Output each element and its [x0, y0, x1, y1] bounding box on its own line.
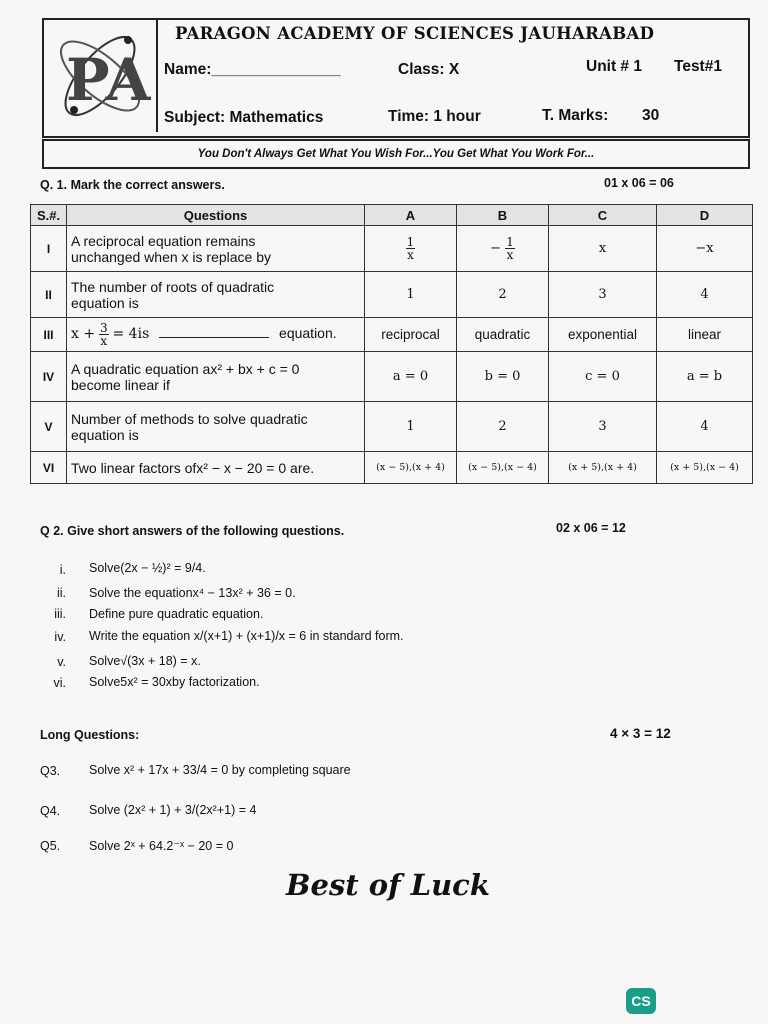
item-number: Q4.	[40, 804, 61, 818]
time-label: Time: 1 hour	[388, 108, 481, 125]
option-c: 3	[549, 402, 657, 452]
question-line: unchanged when x is replace by	[71, 248, 272, 265]
item-number: v.	[57, 655, 66, 669]
academy-title: PARAGON ACADEMY OF SCIENCES JAUHARABAD	[175, 24, 655, 43]
question-text: = 4is	[112, 326, 150, 343]
question-cell	[67, 226, 365, 272]
long-heading: Long Questions:	[40, 728, 140, 742]
option-b: 2	[457, 272, 549, 318]
short-question: Solve(2x − ½)² = 9/4.	[89, 561, 206, 575]
row-number: III	[31, 318, 67, 352]
marks-value: 30	[642, 107, 660, 124]
question-cell	[67, 402, 365, 452]
question-line: The number of roots of quadratic	[71, 278, 275, 295]
option-a: a = 0	[365, 352, 457, 402]
subject-label: Subject: Mathematics	[164, 109, 324, 126]
question-line: equation is	[71, 426, 139, 443]
short-question: Define pure quadratic equation.	[89, 607, 264, 621]
table-row	[31, 226, 753, 272]
camscanner-badge: CS	[626, 988, 656, 1014]
question-cell	[67, 318, 365, 352]
q2-heading: Q 2. Give short answers of the following questions.	[40, 524, 345, 538]
row-number: I	[31, 226, 67, 272]
long-question: Solve x² + 17x + 33/4 = 0 by completing square	[89, 763, 351, 777]
name-label: Name:_______________	[164, 61, 341, 78]
long-question: Solve (2x² + 1) + 3/(2x²+1) = 4	[89, 803, 257, 817]
test-label: Test#1	[674, 58, 722, 75]
option-b: quadratic	[457, 318, 549, 352]
table-header-row	[31, 205, 753, 226]
row-number: VI	[31, 452, 67, 484]
logo-graphic	[44, 20, 156, 132]
q2-marks: 02 x 06 = 12	[556, 521, 626, 535]
answer-blank	[159, 337, 269, 338]
option-b: 2	[457, 402, 549, 452]
fraction-one-over-x: $\frac{1}{x}$	[406, 235, 415, 262]
long-question: Solve 2ˣ + 64.2⁻ˣ − 20 = 0	[89, 839, 234, 853]
fraction-one-over-x: $\frac{1}{x}$	[506, 235, 514, 262]
option-d: linear	[657, 318, 753, 352]
short-question: Solve√(3x + 18) = x.	[89, 654, 201, 668]
col-header: D	[657, 205, 753, 226]
option-d: −x	[657, 226, 753, 272]
closing-message: Best of Luck	[286, 868, 490, 902]
table-row	[31, 402, 753, 452]
option-d: 4	[657, 402, 753, 452]
option-c: x	[549, 226, 657, 272]
item-number: Q5.	[40, 839, 61, 853]
question-cell: Two linear factors ofx² − x − 20 = 0 are.	[67, 452, 365, 484]
class-label: Class: X	[398, 61, 460, 78]
option-d: a = b	[657, 352, 753, 402]
question-text: x +	[71, 326, 96, 343]
option-d: 4	[657, 272, 753, 318]
col-header: C	[549, 205, 657, 226]
table-row	[31, 352, 753, 402]
q1-marks: 01 x 06 = 06	[604, 176, 674, 190]
col-header: Questions	[67, 205, 365, 226]
question-cell	[67, 352, 365, 402]
item-number: iii.	[54, 607, 66, 621]
option-d: (x + 5),(x − 4)	[657, 452, 753, 484]
table-row	[31, 318, 753, 352]
option-a: reciprocal	[365, 318, 457, 352]
question-line: A quadratic equation ax² + bx + c = 0	[71, 360, 300, 377]
option-b: (x − 5),(x − 4)	[457, 452, 549, 484]
logo-letters: PA	[66, 46, 151, 114]
mcq-table	[30, 204, 753, 484]
row-number: IV	[31, 352, 67, 402]
q1-heading: Q. 1. Mark the correct answers.	[40, 178, 225, 192]
item-number: i.	[59, 563, 66, 577]
question-line: become linear if	[71, 376, 170, 393]
option-c: (x + 5),(x + 4)	[549, 452, 657, 484]
unit-label: Unit # 1	[586, 58, 642, 75]
question-line: equation is	[71, 294, 139, 311]
short-question: Write the equation x/(x+1) + (x+1)/x = 6 in standard form.	[89, 629, 404, 643]
fraction-three-over-x: $\frac{3}{x}$	[99, 321, 108, 348]
motto-banner: You Don't Always Get What You Wish For...You Get What You Work For...	[42, 139, 750, 169]
item-number: Q3.	[40, 764, 61, 778]
option-c: exponential	[549, 318, 657, 352]
question-line: A reciprocal equation remains	[71, 232, 256, 249]
option-c: c = 0	[549, 352, 657, 402]
col-header: A	[365, 205, 457, 226]
row-number: II	[31, 272, 67, 318]
option-b: b = 0	[457, 352, 549, 402]
item-number: ii.	[56, 586, 66, 600]
short-question: Solve the equationx⁴ − 13x² + 36 = 0.	[89, 586, 296, 600]
option-a	[365, 226, 457, 272]
option-a: (x − 5),(x + 4)	[365, 452, 457, 484]
academy-logo	[44, 20, 158, 132]
question-text: equation.	[279, 325, 337, 342]
option-a: 1	[365, 402, 457, 452]
option-c: 3	[549, 272, 657, 318]
table-row	[31, 452, 753, 484]
marks-label: T. Marks:	[542, 107, 609, 124]
item-number: iv.	[54, 630, 66, 644]
col-header: S.#.	[31, 205, 67, 226]
item-number: vi.	[53, 676, 66, 690]
row-number: V	[31, 402, 67, 452]
long-marks: 4 × 3 = 12	[610, 726, 671, 741]
table-row	[31, 272, 753, 318]
option-b: − $\frac{1}{x}$	[457, 226, 549, 272]
option-a: 1	[365, 272, 457, 318]
short-question: Solve5x² = 30xby factorization.	[89, 675, 260, 689]
col-header: B	[457, 205, 549, 226]
question-cell	[67, 272, 365, 318]
question-line: Number of methods to solve quadratic	[71, 410, 308, 427]
